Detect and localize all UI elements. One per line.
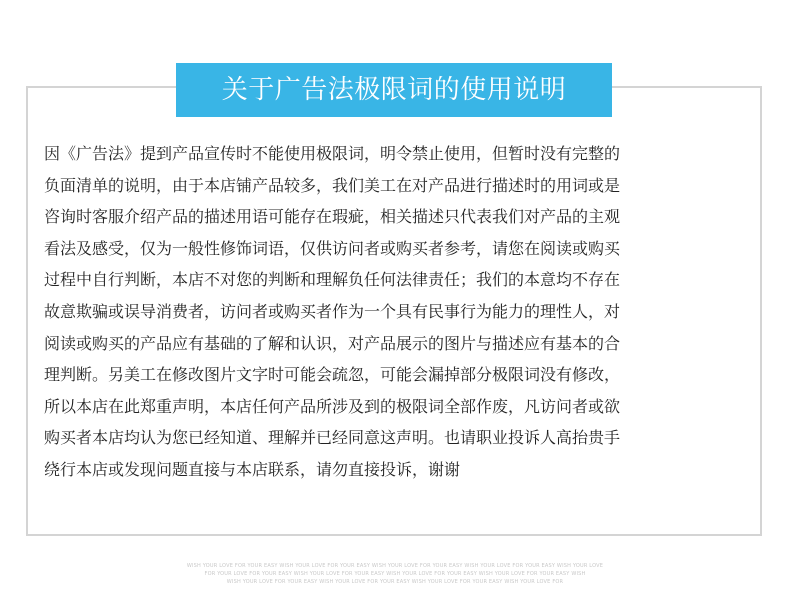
- footer-watermark-line: WISH YOUR LOVE FOR YOUR EASY WISH YOUR LOVE FOR YOUR EASY WISH YOUR LOVE FOR YOUR EASY WISH YOUR LOVE FOR: [226, 579, 564, 585]
- notice-line: 所以本店在此郑重声明，本店任何产品所涉及到的极限词全部作废，凡访问者或欲: [44, 396, 621, 416]
- notice-line: 因《广告法》提到产品宣传时不能使用极限词，明令禁止使用，但暂时没有完整的: [44, 144, 621, 163]
- notice-line: 负面清单的说明，由于本店铺产品较多，我们美工在对产品进行描述时的用词或是: [44, 175, 621, 195]
- notice-body: [44, 138, 760, 486]
- notice-title: 关于广告法极限词的使用说明: [176, 63, 612, 117]
- notice-line: 咨询时客服介绍产品的描述用语可能存在瑕疵，相关描述只代表我们对产品的主观: [44, 207, 621, 227]
- footer-watermark-line: FOR YOUR LOVE FOR YOUR EASY WISH YOUR LOVE FOR YOUR EASY WISH YOUR LOVE FOR YOUR EASY WISH YOUR LOVE FOR YOUR EASY WISH: [204, 571, 586, 577]
- footer-watermark: [120, 562, 670, 586]
- notice-line: 阅读或购买的产品应有基础的了解和认识，对产品展示的图片与描述应有基本的合: [44, 333, 621, 353]
- notice-line: 过程中自行判断，本店不对您的判断和理解负任何法律责任；我们的本意均不存在: [44, 270, 621, 290]
- notice-line: 看法及感受，仅为一般性修饰词语，仅供访问者或购买者参考，请您在阅读或购买: [44, 238, 621, 258]
- notice-line: 故意欺骗或误导消费者，访问者或购买者作为一个具有民事行为能力的理性人，对: [44, 301, 621, 321]
- notice-line: 理判断。另美工在修改图片文字时可能会疏忽，可能会漏掉部分极限词没有修改，: [44, 365, 621, 385]
- notice-line: 绕行本店或发现问题直接与本店联系，请勿直接投诉，谢谢: [44, 459, 461, 479]
- notice-line: 购买者本店均认为您已经知道、理解并已经同意这声明。也请职业投诉人高抬贵手: [44, 428, 621, 448]
- footer-watermark-line: WISH YOUR LOVE FOR YOUR EASY WISH YOUR LOVE FOR YOUR EASY WISH YOUR LOVE FOR YOUR EASY WISH YOUR LOVE FOR YOUR EASY WISH YOUR LOVE: [186, 563, 604, 569]
